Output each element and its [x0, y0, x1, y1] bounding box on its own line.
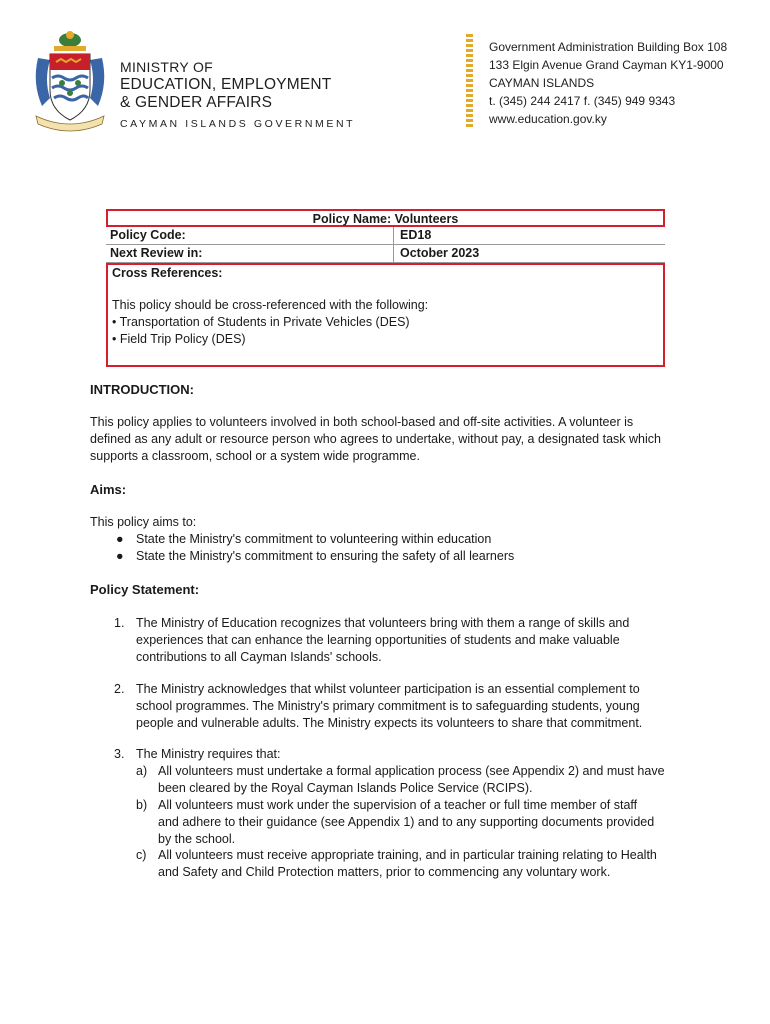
introduction-paragraph	[90, 414, 661, 465]
aims-bullet	[116, 531, 616, 548]
item-line: people and vulnerable adults. The Ministry expects its volunteers to share that commitment.	[136, 716, 643, 730]
aims-item: State the Ministry's commitment to volunteering within education	[136, 532, 492, 546]
government-line: CAYMAN ISLANDS GOVERNMENT	[120, 118, 356, 130]
item-number: 1.	[114, 616, 125, 630]
item-line: school programmes. The Ministry's primary commitment is to safeguarding students, young	[136, 699, 640, 713]
ministry-title-block	[120, 58, 355, 133]
ministry-line: MINISTRY OF	[120, 59, 214, 75]
introduction-heading: INTRODUCTION:	[90, 382, 194, 397]
policy-name: Policy Name: Volunteers	[312, 212, 459, 226]
statement-item-1	[114, 615, 674, 666]
policy-code-value: ED18	[400, 228, 432, 242]
statement-item-2	[114, 681, 674, 732]
requirement-item-b	[136, 797, 681, 848]
policy-statement-heading: Policy Statement:	[90, 582, 200, 597]
paragraph-line: This policy applies to volunteers involved in both school-based and off-site activities. A volunteer is	[90, 415, 634, 429]
aims-heading: Aims:	[90, 482, 127, 497]
next-review-label: Next Review in:	[110, 246, 203, 260]
cross-references-intro: This policy should be cross-referenced with the following:	[112, 298, 429, 312]
statement-item-3	[114, 746, 674, 763]
aims-item: State the Ministry's commitment to ensuring the safety of all learners	[136, 549, 515, 563]
website-link[interactable]: www.education.gov.ky	[489, 112, 607, 126]
requirement-item-a	[136, 763, 681, 797]
requirement-item-c	[136, 847, 681, 881]
next-review-row	[106, 245, 665, 263]
item-line: The Ministry acknowledges that whilst volunteer participation is an essential complement to	[136, 682, 640, 696]
cross-reference-item: • Transportation of Students in Private Vehicles (DES)	[112, 315, 410, 329]
aims-intro: This policy aims to:	[90, 515, 197, 529]
bullet-icon: ●	[116, 549, 124, 563]
policy-name-row	[106, 209, 665, 227]
address-line: CAYMAN ISLANDS	[489, 76, 595, 90]
cross-references-box	[106, 263, 665, 367]
address-line: Government Administration Building Box 108	[489, 40, 728, 54]
paragraph-line: supports a classroom, school or a system wide programme.	[90, 449, 420, 463]
item-line: and Safety and Child Protection matters, prior to commencing any voluntary work.	[158, 865, 611, 879]
item-line: and adhere to their guidance (see Appendix 1) and to any supporting documents provided	[158, 815, 655, 829]
cross-reference-item: • Field Trip Policy (DES)	[112, 332, 246, 346]
item-line: contributions to all Cayman Islands' schools.	[136, 650, 382, 664]
sub-item-letter: b)	[136, 798, 148, 812]
next-review-value: October 2023	[400, 246, 480, 260]
item-number: 3.	[114, 747, 125, 761]
paragraph-line: defined as any adult or resource person who agrees to undertake, without pay, a designated task which	[90, 432, 661, 446]
sub-item-letter: a)	[136, 764, 148, 778]
ministry-line: EDUCATION, EMPLOYMENT	[120, 76, 332, 93]
table-column-divider	[393, 227, 394, 263]
address-block	[489, 38, 727, 128]
item-line: All volunteers must work under the supervision of a teacher or full time member of staff	[158, 798, 638, 812]
policy-code-label: Policy Code:	[110, 228, 186, 242]
address-line: 133 Elgin Avenue Grand Cayman KY1-9000	[489, 58, 724, 72]
bullet-icon: ●	[116, 532, 124, 546]
cross-references-label: Cross References:	[112, 266, 223, 280]
cross-references-text	[112, 297, 428, 348]
item-line: The Ministry requires that:	[136, 747, 281, 761]
policy-code-row	[106, 227, 665, 245]
ministry-line: & GENDER AFFAIRS	[120, 94, 273, 111]
item-line: by the school.	[158, 832, 236, 846]
item-line: experiences that can enhance the learning opportunities of students and make valuable	[136, 633, 620, 647]
header-divider	[466, 34, 473, 128]
phone-line: t. (345) 244 2417 f. (345) 949 9343	[489, 94, 676, 108]
item-line: All volunteers must undertake a formal application process (see Appendix 2) and must have	[158, 764, 665, 778]
aims-bullet	[116, 548, 616, 565]
item-line: The Ministry of Education recognizes that volunteers bring with them a range of skills and	[136, 616, 630, 630]
item-line: been cleared by the Royal Cayman Islands Police Service (RCIPS).	[158, 781, 533, 795]
sub-item-letter: c)	[136, 848, 147, 862]
item-number: 2.	[114, 682, 125, 696]
cayman-coat-of-arms-logo	[28, 28, 112, 132]
item-line: All volunteers must receive appropriate training, and in particular training relating to Health	[158, 848, 657, 862]
